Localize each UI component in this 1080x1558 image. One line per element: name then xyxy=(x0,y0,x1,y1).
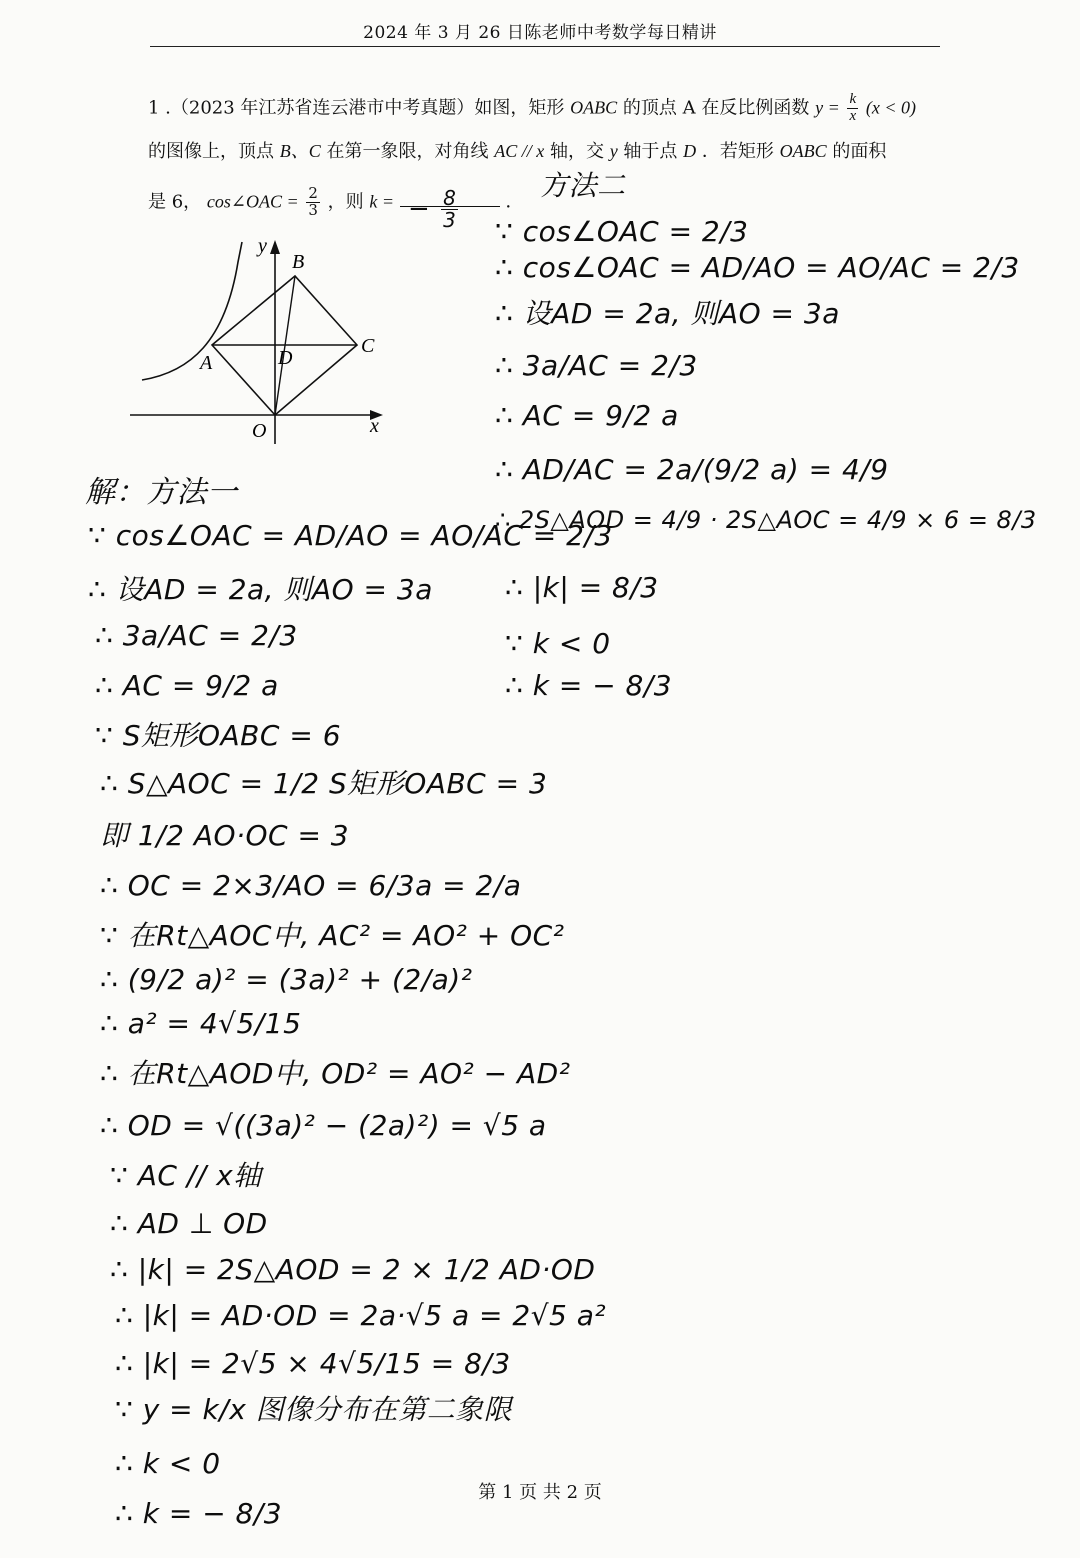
fraction-numerator: 8 xyxy=(443,186,457,210)
method1-line: ∴ 设AD = 2a, 则AO = 3a xyxy=(88,573,433,606)
fraction-numerator: 2 xyxy=(308,184,318,202)
fraction-numerator: k xyxy=(849,91,857,107)
method2-line: ∴ AC = 9/2 a xyxy=(495,399,679,432)
problem-text: 在第一象限，对角线 xyxy=(326,141,489,162)
fraction-denominator: 3 xyxy=(443,208,457,232)
problem-math: AC // x xyxy=(494,141,545,161)
problem-math: y = xyxy=(815,97,840,118)
problem-text: 的图像上，顶点 xyxy=(148,141,274,162)
problem-text: 是 6， xyxy=(148,191,202,213)
label-a: A xyxy=(200,352,213,374)
problem-math: cos∠OAC = xyxy=(206,191,299,212)
method2-line: ∴ 3a/AC = 2/3 xyxy=(495,349,698,382)
problem-math: D xyxy=(683,141,697,161)
method2-line: ∴ 2S△AOD = 4/9 · 2S△AOC = 4/9 × 6 = 8/3 xyxy=(495,506,1037,534)
method1-line: ∴ |k| = AD·OD = 2a·√5 a = 2√5 a² xyxy=(115,1299,607,1332)
problem-math: y xyxy=(609,141,618,161)
label-b: B xyxy=(292,251,305,273)
problem-text: ． xyxy=(505,191,524,213)
problem-text: ．若矩形 xyxy=(701,141,774,162)
method1-line: ∵ cos∠OAC = AD/AO = AO/AC = 2/3 xyxy=(88,519,613,552)
method2-title: 方法二 xyxy=(540,169,626,202)
method1-line: ∴ a² = 4√5/15 xyxy=(100,1007,302,1040)
fraction-denominator: 3 xyxy=(308,200,318,219)
fraction-denominator: x xyxy=(849,107,857,124)
method1-line: ∴ AC = 9/2 a xyxy=(95,669,279,702)
page-number: 第 1 页 共 2 页 xyxy=(478,1482,602,1503)
fraction-k-over-x xyxy=(847,92,858,125)
problem-math: k = xyxy=(369,191,395,212)
label-c: C xyxy=(361,335,375,357)
method1-line: ∴ |k| = 2√5 × 4√5/15 = 8/3 xyxy=(115,1347,511,1380)
method2-line: ∴ AD/AC = 2a/(9/2 a) = 4/9 xyxy=(495,453,889,486)
method1-line: ∴ 3a/AC = 2/3 xyxy=(95,619,298,652)
method1-line: ∵ y = k/x 图像分布在第二象限 xyxy=(115,1393,513,1426)
problem-text: 的顶点 A 在反比例函数 xyxy=(622,97,810,119)
method1-line: ∴ S△AOC = 1/2 S矩形OABC = 3 xyxy=(100,767,548,800)
problem-line-2 xyxy=(148,142,886,161)
problem-text: ，则 xyxy=(327,191,364,213)
label-y: y xyxy=(258,235,267,257)
problem-math: (x < 0) xyxy=(865,97,916,118)
method2-line: ∴ cos∠OAC = AD/AO = AO/AC = 2/3 xyxy=(495,251,1020,284)
method1-line: 即 1/2 AO·OC = 3 xyxy=(100,819,350,852)
method1-line: ∴ AD ⊥ OD xyxy=(110,1207,268,1240)
method2-line: ∴ 设AD = 2a, 则AO = 3a xyxy=(495,297,840,330)
geometry-figure xyxy=(130,232,400,447)
method2-line: ∵ cos∠OAC = 2/3 xyxy=(495,215,749,248)
method1-line: ∴ OD = √((3a)² − (2a)²) = √5 a xyxy=(100,1109,547,1142)
method2-line: ∴ k = − 8/3 xyxy=(505,669,673,702)
label-o: O xyxy=(252,420,267,442)
page-header: 2024 年 3 月 26 日陈老师中考数学每日精讲 xyxy=(363,23,717,43)
y-axis-arrow-icon xyxy=(270,240,280,254)
method1-line: ∴ k < 0 xyxy=(115,1447,221,1480)
problem-text: 1 .（2023 年江苏省连云港市中考真题）如图，矩形 xyxy=(148,97,565,119)
method1-line: ∵ S矩形OABC = 6 xyxy=(95,719,342,752)
problem-line-1 xyxy=(148,92,916,125)
method1-line: ∴ OC = 2×3/AO = 6/3a = 2/a xyxy=(100,869,522,902)
method1-line: ∴ |k| = 2S△AOD = 2 × 1/2 AD·OD xyxy=(110,1253,596,1286)
answer-sign: − xyxy=(408,194,431,224)
method1-line: ∴ (9/2 a)² = (3a)² + (2/a)² xyxy=(100,963,473,996)
method1-line: ∴ k = − 8/3 xyxy=(115,1497,283,1530)
problem-text: 轴，交 xyxy=(549,141,604,162)
problem-math: OABC xyxy=(779,141,827,161)
header-divider xyxy=(150,46,940,47)
handwritten-answer xyxy=(408,188,460,231)
method1-line: ∴ 在Rt△AOD中, OD² = AO² − AD² xyxy=(100,1057,571,1090)
hyperbola-curve xyxy=(142,242,242,380)
problem-text: 的面积 xyxy=(832,141,887,162)
label-d: D xyxy=(278,347,293,369)
label-x: x xyxy=(370,415,379,437)
method1-line: ∵ AC // x轴 xyxy=(110,1159,262,1192)
problem-line-3 xyxy=(148,186,524,219)
method2-line: ∵ k < 0 xyxy=(505,627,611,660)
problem-math: OABC xyxy=(570,97,618,118)
method1-title: 解：方法一 xyxy=(85,475,238,510)
fraction-two-thirds xyxy=(306,186,320,219)
method2-line: ∴ |k| = 8/3 xyxy=(505,571,659,604)
answer-fraction xyxy=(441,188,458,231)
method1-line: ∵ 在Rt△AOC中, AC² = AO² + OC² xyxy=(100,919,565,952)
problem-text: 轴于点 xyxy=(623,141,678,162)
problem-math: B、C xyxy=(279,141,321,161)
